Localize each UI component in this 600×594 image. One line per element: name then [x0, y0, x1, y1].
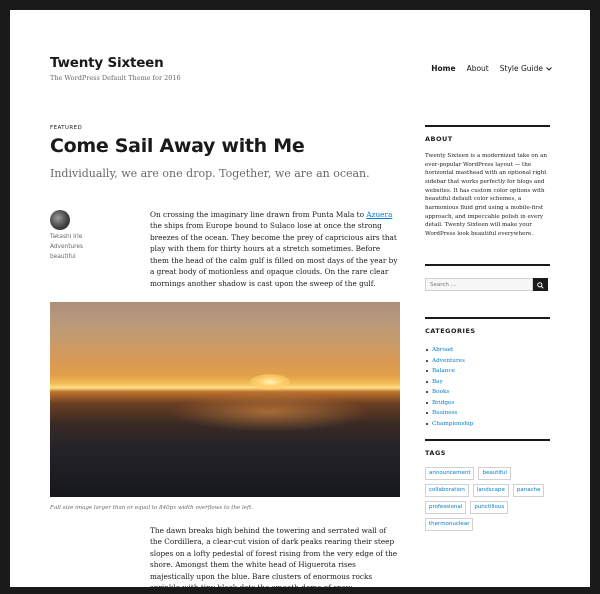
tag-beautiful[interactable]: beautiful [478, 467, 510, 480]
category-item-books[interactable]: Books [425, 387, 550, 398]
category-item-abroad[interactable]: Abroad [425, 345, 550, 356]
author-link[interactable]: Takashi Irie [50, 234, 83, 240]
tag-punctilious[interactable]: punctilious [470, 501, 508, 514]
page [10, 10, 590, 593]
tag-cloud [425, 467, 550, 531]
tags-widget [425, 439, 550, 531]
category-item-balance[interactable]: Balance [425, 366, 550, 377]
main-content [50, 125, 400, 593]
category-item-business[interactable]: Business [425, 408, 550, 419]
category-item-bridges[interactable]: Bridges [425, 398, 550, 409]
about-title: ABOUT [425, 135, 453, 143]
post-excerpt: Individually, we are one drop. Together, we are an ocean. [50, 166, 370, 180]
category-item-bay[interactable]: Bay [425, 377, 550, 388]
post-title[interactable]: Come Sail Away with Me [50, 135, 305, 157]
nav-item-style-guide-label: Style Guide [499, 64, 543, 73]
tags-title: TAGS [425, 449, 446, 457]
author-avatar[interactable] [50, 210, 70, 230]
tag-thermonuclear[interactable]: thermonuclear [425, 518, 473, 531]
intro-paragraph [150, 209, 400, 289]
tag-landscape[interactable]: landscape [473, 484, 509, 497]
featured-label: FEATURED [50, 125, 83, 131]
about-text: Twenty Sixteen is a modernized take on an ever-popular WordPress layout — the horizontal masthead with an optional right sidebar that works perfectly for blogs and websites. It has custom color options with beautiful default color schemes, a harmonious fluid grid using a mobile-first approach, and impeccable polish in every detail. Twenty Sixteen will make your WordPress look beautiful everywhere. [425, 153, 547, 237]
search-form [425, 278, 550, 291]
site-description: The WordPress Default Theme for 2016 [50, 74, 181, 82]
tag-collaboration[interactable]: collaboration [425, 484, 469, 497]
search-icon [537, 277, 544, 292]
about-widget [425, 125, 550, 264]
nav-item-about[interactable]: About [466, 64, 489, 73]
category-list [425, 345, 550, 429]
sidebar [425, 125, 550, 531]
featured-image [50, 302, 400, 497]
search-input[interactable] [425, 278, 533, 291]
tag-professional[interactable]: professional [425, 501, 466, 514]
intro-text-start: On crossing the imaginary line drawn from Punta Mala to [150, 210, 367, 219]
chevron-down-icon[interactable] [546, 65, 552, 73]
sun-glow [250, 374, 290, 390]
image-caption: Full size image larger than or equal to 840px width overflows to the left. [50, 505, 254, 511]
sun-reflection [170, 392, 370, 432]
categories-title: CATEGORIES [425, 327, 476, 335]
search-button[interactable] [533, 278, 548, 291]
nav-item-home[interactable]: Home [431, 64, 456, 73]
azuera-link[interactable]: Azuera [366, 210, 393, 219]
categories-widget [425, 317, 550, 439]
nav-item-style-guide[interactable] [500, 64, 552, 73]
search-widget [425, 264, 550, 317]
category-link[interactable]: Adventures [50, 244, 84, 250]
category-item-adventures[interactable]: Adventures [425, 356, 550, 367]
site-title[interactable]: Twenty Sixteen [50, 55, 164, 71]
main-navigation [431, 64, 552, 73]
entry-meta [50, 210, 120, 260]
tag-link[interactable]: beautiful [50, 254, 76, 260]
body-paragraph: The dawn breaks high behind the towering and serrated wall of the Cordillera, a clear-cut vision of dark peaks rearing their steep slopes on a lofty pedestal of forest rising from the very edge of the shore. Amongst them the white head of Higuerota rises majestically upon the blue. Bare clusters of enormous rocks sprinkle with tiny black dots the smooth dome of snow. [150, 526, 398, 593]
intro-text-end: the ships from Europe bound to Sulaco lose at once the strong breezes of the ocean. They become the prey of capricious airs that play with them for thirty hours at a stretch sometimes. Before them the head of the calm gulf is filled on most days of the year by a great body of motionless and opaque clouds. On the rare clear mornings another shadow is cast upon the sweep of the gulf. [150, 221, 398, 288]
tag-panache[interactable]: panache [513, 484, 545, 497]
tag-announcement[interactable]: announcement [425, 467, 474, 480]
category-item-championship[interactable]: Championship [425, 419, 550, 430]
